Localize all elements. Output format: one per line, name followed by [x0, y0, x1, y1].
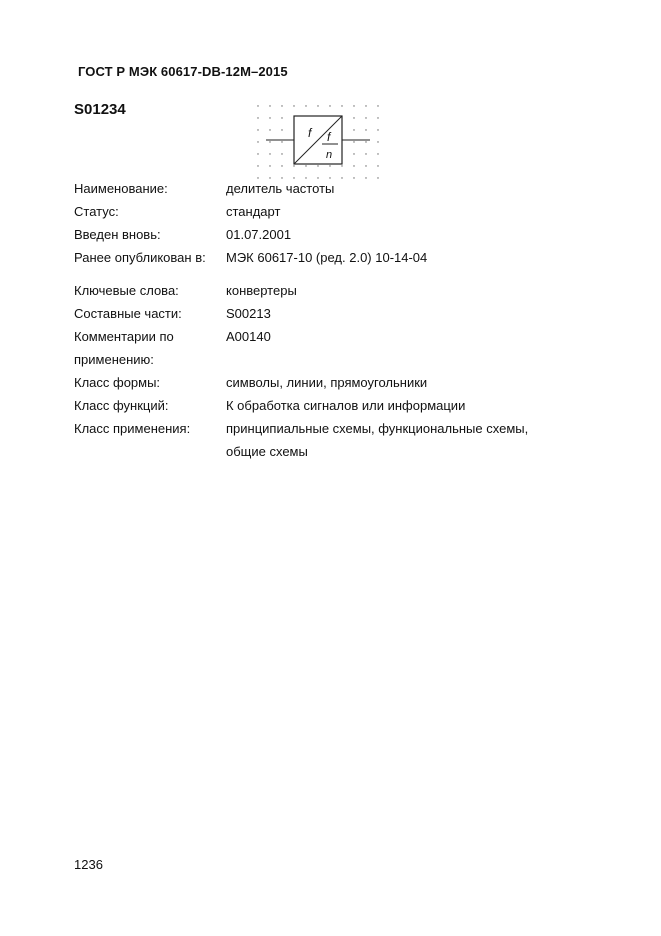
field-row-name	[74, 177, 594, 200]
grid-dot	[305, 105, 306, 106]
grid-dot	[293, 105, 294, 106]
field-label: Класс функций:	[74, 398, 169, 413]
field-value: 01.07.2001	[226, 227, 292, 242]
field-label: Составные части:	[74, 306, 182, 321]
field-row-introduced	[74, 223, 594, 246]
grid-dot	[281, 165, 282, 166]
field-label: Ранее опубликован в:	[74, 250, 206, 265]
field-label: Класс формы:	[74, 375, 161, 390]
grid-dot	[281, 129, 282, 130]
grid-dot	[269, 117, 270, 118]
symbol-code: S01234	[74, 101, 126, 118]
grid-dot	[377, 117, 378, 118]
field-value: символы, линии, прямоугольники	[226, 375, 428, 390]
field-label: Статус:	[74, 204, 119, 219]
grid-dot	[353, 129, 354, 130]
page-number: 1236	[74, 857, 103, 872]
field-row-comments	[74, 325, 594, 371]
grid-dot	[365, 105, 366, 106]
field-row-status	[74, 200, 594, 223]
field-row-keywords	[74, 279, 594, 302]
grid-dot	[353, 105, 354, 106]
grid-dot	[377, 153, 378, 154]
field-row-function-class	[74, 394, 594, 417]
grid-dot	[365, 153, 366, 154]
grid-dot	[329, 165, 330, 166]
grid-dot	[341, 165, 342, 166]
field-row-components	[74, 302, 594, 325]
field-value-line: принципиальные схемы, функциональные схемы,	[226, 421, 529, 436]
grid-dot	[293, 165, 294, 166]
grid-dot	[317, 105, 318, 106]
field-row-application-class	[74, 417, 594, 463]
field-value-line: общие схемы	[226, 444, 308, 459]
field-row-previously-published	[74, 246, 594, 269]
field-value: А00140	[226, 329, 271, 344]
attribute-table	[74, 177, 594, 463]
grid-dot	[329, 105, 330, 106]
field-label: Класс применения:	[74, 421, 191, 436]
document-header: ГОСТ Р МЭК 60617-DB-12M–2015	[78, 64, 288, 79]
grid-dot	[353, 165, 354, 166]
field-value: К обработка сигналов или информации	[226, 398, 466, 413]
grid-dot	[269, 141, 270, 142]
grid-dot	[257, 105, 258, 106]
grid-dot	[257, 165, 258, 166]
grid-dot	[257, 153, 258, 154]
grid-dot	[377, 129, 378, 130]
grid-dot	[317, 165, 318, 166]
symbol-input-frequency: f	[308, 126, 312, 140]
grid-dot	[365, 117, 366, 118]
field-label: Введен вновь:	[74, 227, 161, 242]
grid-dot	[353, 117, 354, 118]
grid-dot	[281, 105, 282, 106]
grid-dot	[281, 153, 282, 154]
grid-dot	[257, 129, 258, 130]
field-label: Комментарии по применению:	[74, 329, 174, 367]
grid-dot	[269, 105, 270, 106]
symbol-denominator: n	[326, 149, 333, 161]
field-label: Наименование:	[74, 181, 168, 196]
symbol-diagonal	[294, 116, 342, 164]
frequency-divider-symbol	[252, 100, 382, 180]
grid-dot	[353, 141, 354, 142]
field-value-group	[226, 417, 594, 463]
field-value: стандарт	[226, 204, 281, 219]
symbol-numerator: f	[327, 130, 331, 144]
grid-dot	[377, 165, 378, 166]
grid-dot	[365, 165, 366, 166]
grid-dot	[269, 165, 270, 166]
field-label: Ключевые слова:	[74, 283, 179, 298]
field-value: МЭК 60617-10 (ред. 2.0) 10-14-04	[226, 250, 428, 265]
grid-dot	[377, 105, 378, 106]
grid-dot	[257, 141, 258, 142]
grid-dot	[281, 117, 282, 118]
field-value: S00213	[226, 306, 271, 321]
grid-dot	[353, 153, 354, 154]
grid-dot	[305, 165, 306, 166]
field-value: конвертеры	[226, 283, 297, 298]
grid-dot	[377, 141, 378, 142]
grid-dot	[365, 141, 366, 142]
field-value: делитель частоты	[226, 181, 335, 196]
grid-dot	[281, 141, 282, 142]
field-row-shape-class	[74, 371, 594, 394]
grid-dot	[269, 153, 270, 154]
grid-dot	[257, 117, 258, 118]
grid-dot	[365, 129, 366, 130]
grid-dot	[341, 105, 342, 106]
grid-dot	[269, 129, 270, 130]
